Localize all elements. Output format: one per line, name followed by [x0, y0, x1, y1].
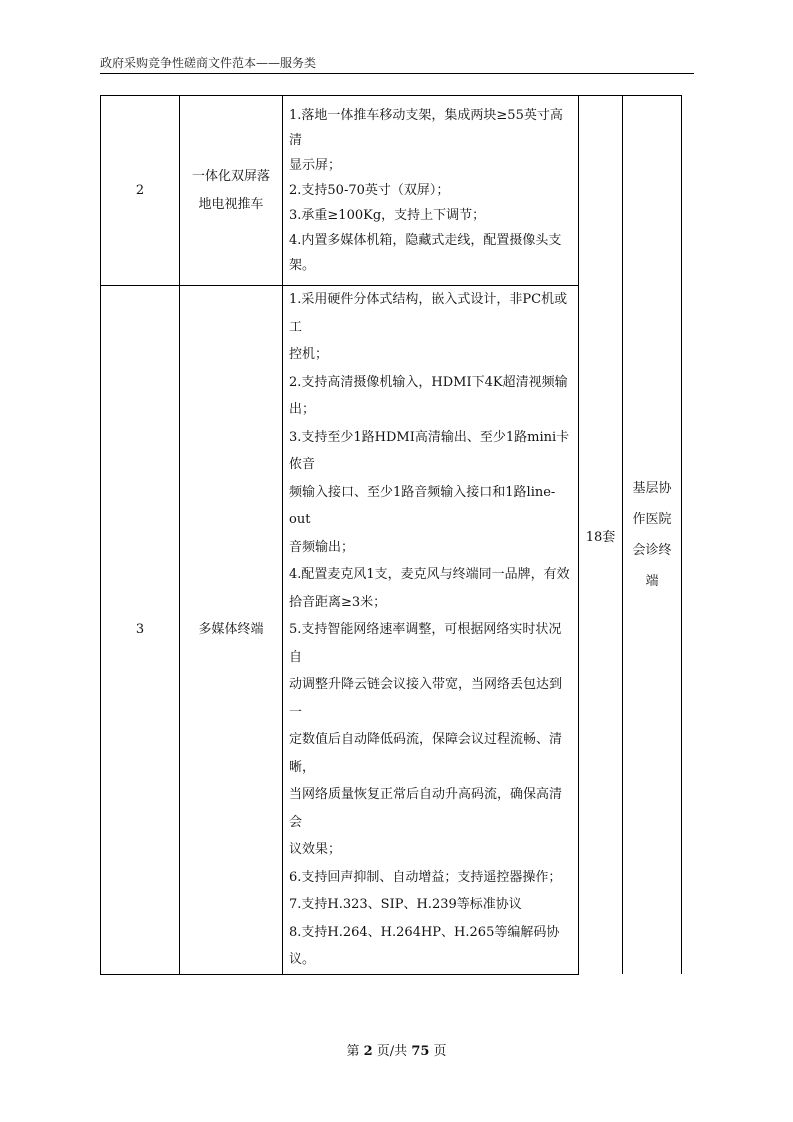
footer-middle: 页/共	[376, 1044, 408, 1059]
description-line: 定数值后自动降低码流，保障会议过程流畅、清晰，	[289, 732, 563, 775]
row-number: 2	[101, 96, 180, 286]
description-line: 2.支持高清摄像机输入，HDMI下4K超清视频输出；	[289, 374, 568, 417]
item-name-line: 多媒体终端	[198, 621, 264, 637]
category-line: 端	[645, 574, 659, 589]
item-name	[180, 96, 283, 286]
table-row	[101, 96, 682, 286]
description-line: 控机；	[289, 347, 329, 362]
description-line: 3.支持至少1路HDMI高清输出、至少1路mini卡侬音	[289, 429, 570, 472]
page-header: 政府采购竞争性磋商文件范本——服务类	[100, 56, 317, 70]
description-line: 4.内置多媒体机箱，隐藏式走线，配置摄像头支架。	[289, 233, 562, 273]
footer-prefix: 第	[346, 1044, 360, 1059]
description-line: 8.支持H.264、H.264HP、H.265等编解码协议。	[289, 924, 560, 967]
item-name	[180, 286, 283, 975]
description-line: 1.落地一体推车移动支架，集成两块≥55英寸高清	[289, 108, 563, 148]
item-name-line: 一体化双屏落	[191, 168, 270, 184]
description-line: 1.采用硬件分体式结构，嵌入式设计，非PC机或工	[289, 292, 568, 335]
description-line: 当网络质量恢复正常后自动升高码流，确保高清会	[289, 787, 563, 830]
current-page-number: 2	[363, 1044, 373, 1059]
description-line: 音频输出；	[289, 539, 355, 555]
description-line: 3.承重≥100Kg，支持上下调节；	[289, 208, 486, 223]
quantity-cell: 18套	[579, 96, 623, 975]
row-number: 3	[101, 286, 180, 975]
category-line: 会诊终	[632, 543, 672, 558]
description-line: 7.支持H.323、SIP、H.239等标准协议	[289, 897, 522, 912]
description-line: 拾音距离≥3米；	[289, 594, 387, 610]
category-line: 基层协	[632, 481, 672, 496]
total-page-count: 75	[411, 1044, 430, 1059]
description-line: 2.支持50-70英寸（双屏）；	[289, 183, 450, 198]
item-description	[283, 286, 579, 975]
page-footer	[0, 1040, 793, 1059]
header-rule	[100, 73, 694, 74]
description-line: 动调整升降云链会议接入带宽，当网络丢包达到一	[289, 677, 563, 720]
category-cell	[623, 96, 682, 975]
description-line: 议效果；	[289, 842, 342, 857]
category-line: 作医院	[632, 512, 672, 527]
description-line: 频输入接口、至少1路音频输入接口和1路line-out	[289, 484, 556, 527]
description-line: 4.配置麦克风1支，麦克风与终端同一品牌，有效	[289, 567, 570, 582]
description-line: 6.支持回声抑制、自动增益；支持遥控器操作；	[289, 869, 562, 885]
item-name-line: 地电视推车	[198, 196, 264, 212]
footer-suffix: 页	[433, 1044, 447, 1059]
item-description	[283, 96, 579, 286]
description-line: 5.支持智能网络速率调整，可根据网络实时状况自	[289, 622, 562, 665]
spec-table	[100, 95, 682, 975]
description-line: 显示屏；	[289, 158, 342, 173]
